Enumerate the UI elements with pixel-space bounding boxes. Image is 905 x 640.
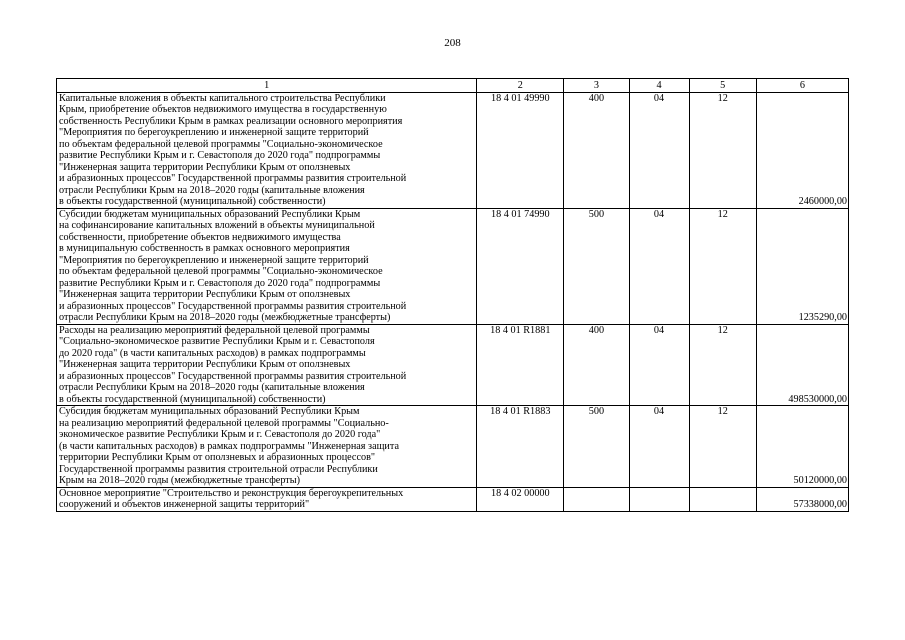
column-header-name: 1 [57, 79, 477, 93]
row-vr: 400 [564, 324, 629, 406]
column-header-vr: 3 [564, 79, 629, 93]
row-sum: 1235290,00 [756, 208, 848, 324]
row-rz [629, 487, 689, 511]
table-header-row [57, 79, 849, 93]
row-sum: 2460000,00 [756, 92, 848, 208]
row-pr: 12 [689, 406, 756, 488]
row-code: 18 4 01 49990 [477, 92, 564, 208]
row-rz: 04 [629, 208, 689, 324]
row-rz: 04 [629, 406, 689, 488]
row-vr: 400 [564, 92, 629, 208]
table-row [57, 324, 849, 406]
table-row [57, 208, 849, 324]
row-sum: 57338000,00 [756, 487, 848, 511]
table-row [57, 92, 849, 208]
row-code: 18 4 02 00000 [477, 487, 564, 511]
row-name: Субсидия бюджетам муниципальных образований Республики Крым на реализацию мероприятий федеральной целевой программы "Социально- экономическое развитие Республики Крым и г. Севастополя до 2020 года" (в части капитальных расходов) в рамках подпрограммы "Инженерная защита территории Республики Крым от оползневых и абразионных процессов" Государственной программы развития строительной отрасли Республики Крым на 2018–2020 годы (межбюджетные трансферты) [57, 406, 477, 488]
table-row [57, 487, 849, 511]
budget-table [56, 78, 849, 512]
row-rz: 04 [629, 92, 689, 208]
row-name: Субсидии бюджетам муниципальных образований Республики Крым на софинансирование капитальных вложений в объекты муниципальной собственности, приобретение объектов недвижимого имущества в муниципальную собственность в рамках основного мероприятия "Мероприятия по берегоукреплению и инженерной защите территорий по объектам федеральной целевой программы "Социально-экономическое развитие Республики Крым и г. Севастополя до 2020 года" подпрограммы "Инженерная защита территории Республики Крым от оползневых и абразионных процессов" Государственной программы развития строительной отрасли Республики Крым на 2018–2020 годы (межбюджетные трансферты) [57, 208, 477, 324]
column-header-code: 2 [477, 79, 564, 93]
row-rz: 04 [629, 324, 689, 406]
row-name: Капитальные вложения в объекты капитального строительства Республики Крым, приобретение объектов недвижимого имущества в государственную собственность Республики Крым в рамках реализации основного мероприятия "Мероприятия по берегоукреплению и инженерной защите территорий по объектам федеральной целевой программы "Социально-экономическое развитие Республики Крым и г. Севастополя до 2020 года" подпрограммы "Инженерная защита территории Республики Крым от оползневых и абразионных процессов" Государственной программы развития строительной отрасли Республики Крым на 2018–2020 годы (капитальные вложения в объекты государственной (муниципальной) собственности) [57, 92, 477, 208]
column-header-sum: 6 [756, 79, 848, 93]
row-vr [564, 487, 629, 511]
row-sum: 498530000,00 [756, 324, 848, 406]
row-pr: 12 [689, 324, 756, 406]
row-code: 18 4 01 74990 [477, 208, 564, 324]
column-header-pr: 5 [689, 79, 756, 93]
row-vr: 500 [564, 406, 629, 488]
row-pr: 12 [689, 208, 756, 324]
row-pr: 12 [689, 92, 756, 208]
row-vr: 500 [564, 208, 629, 324]
table-row [57, 406, 849, 488]
row-pr [689, 487, 756, 511]
row-sum: 50120000,00 [756, 406, 848, 488]
row-code: 18 4 01 R1881 [477, 324, 564, 406]
row-name: Расходы на реализацию мероприятий федеральной целевой программы "Социально-экономическое развитие Республики Крым и г. Севастополя до 2020 года" (в части капитальных расходов) в рамках подпрограммы "Инженерная защита территории Республики Крым от оползневых и абразионных процессов" Государственной программы развития строительной отрасли Республики Крым на 2018–2020 годы (капитальные вложения в объекты государственной (муниципальной) собственности) [57, 324, 477, 406]
column-header-rz: 4 [629, 79, 689, 93]
page-number: 208 [444, 37, 461, 49]
row-code: 18 4 01 R1883 [477, 406, 564, 488]
row-name: Основное мероприятие "Строительство и реконструкция берегоукрепительных сооружений и объектов инженерной защиты территорий" [57, 487, 477, 511]
